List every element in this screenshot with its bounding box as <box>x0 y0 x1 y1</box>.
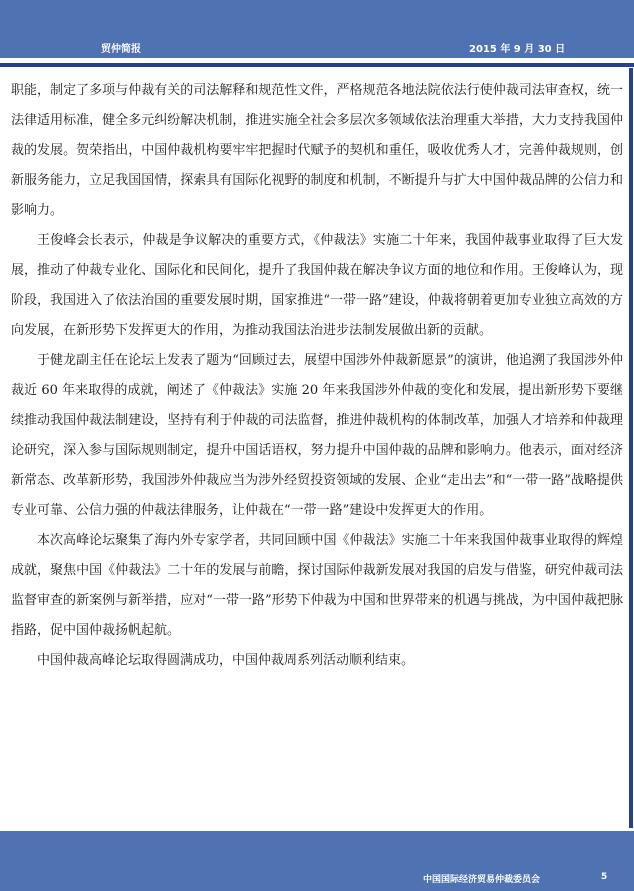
paragraph-continued: 职能，制定了多项与仲裁有关的司法解释和规范性文件，严格规范各地法院依法行使仲裁司法审查权，统一法律适用标准，健全多元纠纷解决机制，推进实施全社会多层次多领域依法治理重大举措，大力支持我国仲裁的发展。贺荣指出，中国仲裁机构要牢牢把握时代赋予的契机和重任，吸收优秀人才，完善仲裁规则，创新服务能力，立足我国国情，探索具有国际化视野的制度和机制，不断提升与扩大中国仲裁品牌的公信力和影响力。 <box>11 83 623 218</box>
page-number: 5 <box>601 872 608 882</box>
paragraph-yu-jianlong: 于健龙副主任在论坛上发表了题为“回顾过去，展望中国涉外仲裁新愿景”的演讲，他追溯了我国涉外仲裁近 60 年来取得的成就，阐述了《仲裁法》实施 20 年来我国涉外仲裁的变化和发展，提出新形势下要继续推动我国仲裁法制建设，坚持有利于仲裁的司法监督，推进仲裁机构的体制改革，加强人才培养和仲裁理论研究，深入参与国际规则制定，提升中国话语权，努力提升中国仲裁的品牌和影响力。他表示，面对经济新常态、改革新形势，我国涉外仲裁应当为涉外经贸投资领域的发展、企业“走出去”和“一带一路”战略提供专业可靠、公信力强的仲裁法律服务，让仲裁在“一带一路”建设中发挥更大的作用。 <box>11 353 623 518</box>
footer-organization: 中国国际经济贸易仲裁委员会 <box>423 875 541 885</box>
article-body <box>11 76 623 676</box>
right-margin-rule <box>629 68 633 828</box>
header-divider <box>0 63 634 67</box>
paragraph-conclusion: 中国仲裁高峰论坛取得圆满成功，中国仲裁周系列活动顺利结束。 <box>37 653 415 668</box>
newsletter-title: 贸仲简报 <box>101 44 141 55</box>
paragraph-wang-junfeng: 王俊峰会长表示，仲裁是争议解决的重要方式，《仲裁法》实施二十年来，我国仲裁事业取得了巨大发展，推动了仲裁专业化、国际化和民间化，提升了我国仲裁在解决争议方面的地位和作用。王俊峰认为，现阶段，我国进入了依法治国的重要发展时期，国家推进“一带一路”建设，仲裁将朝着更加专业独立高效的方向发展，在新形势下发挥更大的作用，为推动我国法治进步法制发展做出新的贡献。 <box>11 233 623 338</box>
paragraph-forum-summary: 本次高峰论坛聚集了海内外专家学者，共同回顾中国《仲裁法》实施二十年来我国仲裁事业取得的辉煌成就，聚焦中国《仲裁法》二十年的发展与前瞻，探讨国际仲裁新发展对我国的启发与借鉴，研究仲裁司法监督审查的新案例与新举措，应对“一带一路”形势下仲裁为中国和世界带来的机遇与挑战，为中国仲裁把脉指路，促中国仲裁扬帆起航。 <box>11 533 623 638</box>
issue-date: 2015 年 9 月 30 日 <box>469 44 566 55</box>
